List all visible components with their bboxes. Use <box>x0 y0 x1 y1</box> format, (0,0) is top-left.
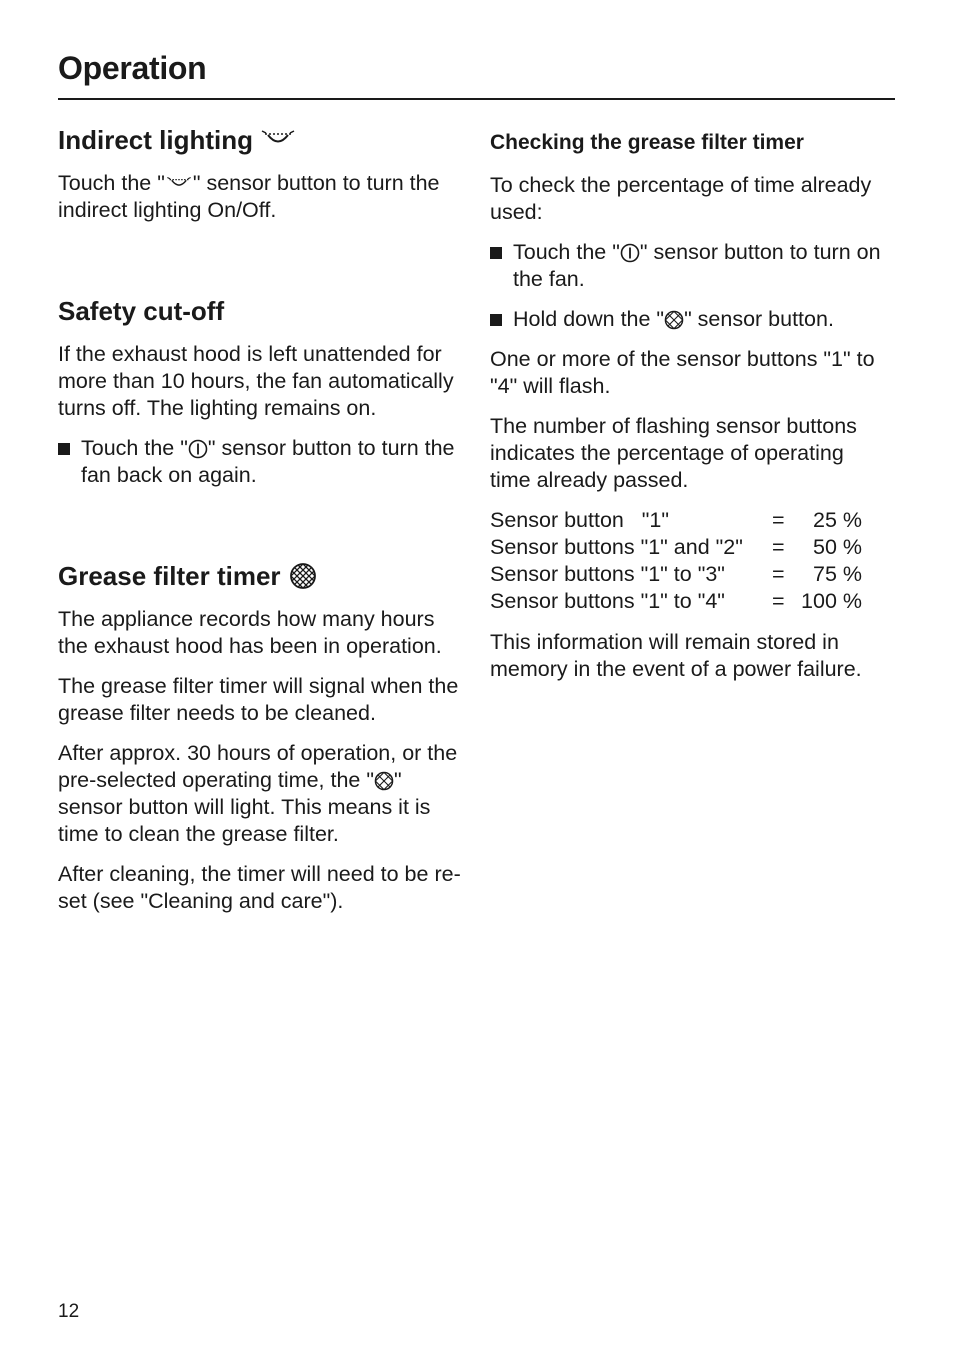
power-icon <box>620 243 640 263</box>
power-icon <box>188 439 208 459</box>
grease-paragraph-2: The grease filter timer will signal when the grease filter needs to be cleaned. <box>58 674 459 725</box>
checking-bullet-2: Hold down the " " sensor button. <box>490 306 890 333</box>
safety-cutoff-heading: Safety cut-off <box>58 296 225 326</box>
checking-paragraph-1: One or more of the sensor buttons "1" to "4" will flash. <box>490 347 875 398</box>
table-row: Sensor buttons "1" to "3" = 75 % <box>490 562 862 586</box>
indirect-lighting-icon <box>165 176 193 192</box>
checking-heading: Checking the grease filter timer <box>490 131 804 154</box>
grease-paragraph-3: After approx. 30 hours of operation, or the pre-selected operating time, the " " sensor button will light. This means it is time to clean the grease filter. <box>58 741 458 846</box>
grease-paragraph-1: The appliance records how many hours the exhaust hood has been in operation. <box>58 607 442 658</box>
grease-filter-heading-text: Grease filter timer <box>58 561 281 591</box>
indirect-lighting-text: Touch the " " sensor button to turn the indirect lighting On/Off. <box>58 171 440 222</box>
grease-filter-heading <box>58 560 468 592</box>
grease-filter-icon <box>374 771 394 791</box>
indirect-lighting-heading <box>58 124 468 156</box>
right-column <box>490 128 890 696</box>
percentage-table <box>490 507 890 615</box>
table-row: Sensor buttons "1" to "4" = 100 % <box>490 589 862 613</box>
title-divider <box>58 98 895 100</box>
page-number: 12 <box>58 1301 80 1322</box>
indirect-lighting-heading-text: Indirect lighting <box>58 125 253 155</box>
safety-bullet: Touch the " " sensor button to turn the fan back on again. <box>58 435 468 489</box>
grease-filter-icon <box>664 310 684 330</box>
checking-bullet-1: Touch the " " sensor button to turn on the fan. <box>490 239 890 293</box>
checking-intro: To check the percentage of time already used: <box>490 173 872 224</box>
grease-paragraph-4: After cleaning, the timer will need to be re-set (see "Cleaning and care"). <box>58 862 461 913</box>
indirect-lighting-icon <box>261 129 295 151</box>
page-title: Operation <box>58 50 207 86</box>
checking-paragraph-3: This information will remain stored in memory in the event of a power failure. <box>490 630 862 681</box>
left-column <box>58 124 468 928</box>
table-row: Sensor buttons "1" and "2" = 50 % <box>490 535 862 559</box>
grease-filter-icon <box>289 562 317 590</box>
safety-cutoff-paragraph: If the exhaust hood is left unattended for more than 10 hours, the fan automatically turns off. The lighting remains on. <box>58 342 454 420</box>
table-row: Sensor button "1" = 25 % <box>490 508 862 532</box>
checking-paragraph-2: The number of flashing sensor buttons indicates the percentage of operating time already passed. <box>490 414 857 492</box>
